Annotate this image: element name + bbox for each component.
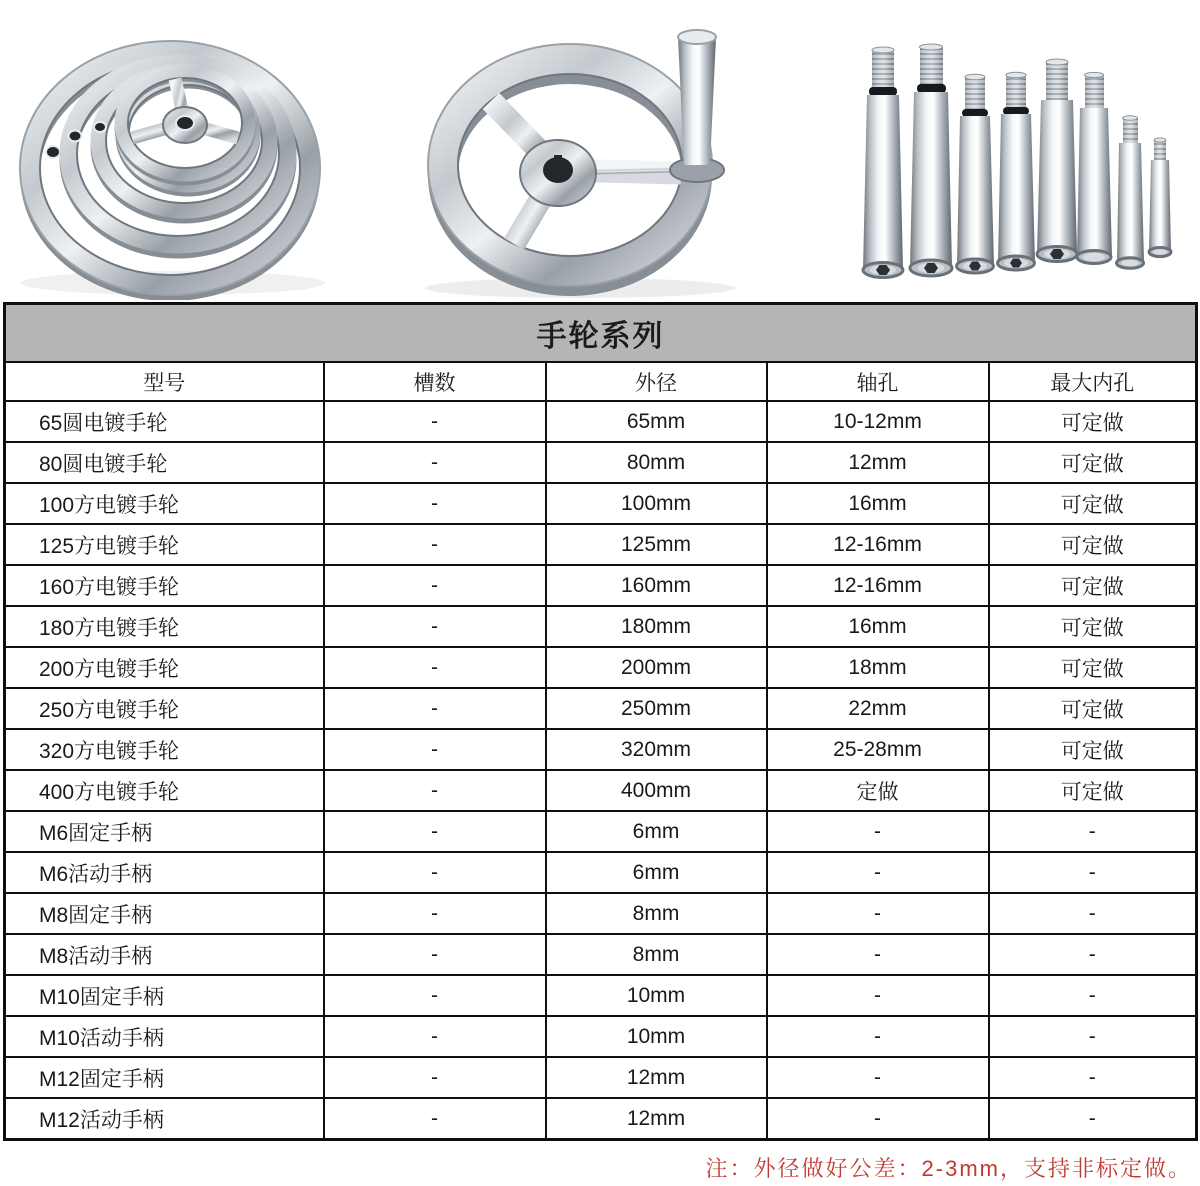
max-bore-cell: - (989, 893, 1197, 934)
max-bore-cell: 可定做 (989, 442, 1197, 483)
slots-cell: - (324, 770, 546, 811)
slots-cell: - (324, 483, 546, 524)
table-row (5, 688, 1197, 729)
max-bore-cell: 可定做 (989, 770, 1197, 811)
slots-cell: - (324, 1016, 546, 1057)
col-header-outer-diameter: 外径 (546, 362, 767, 401)
handle-7 (1117, 116, 1145, 268)
shaft-hole-cell: - (767, 975, 989, 1016)
model-cell: 180方电镀手轮 (5, 606, 324, 647)
shaft-hole-cell: - (767, 893, 989, 934)
outer-diameter-cell: 160mm (546, 565, 767, 606)
handle-4 (998, 72, 1036, 270)
outer-diameter-cell: 10mm (546, 975, 767, 1016)
table-row (5, 442, 1197, 483)
max-bore-cell: - (989, 811, 1197, 852)
model-cell: M12活动手柄 (5, 1098, 324, 1140)
outer-diameter-cell: 6mm (546, 811, 767, 852)
model-cell: 80圆电镀手轮 (5, 442, 324, 483)
max-bore-cell: - (989, 934, 1197, 975)
product-photos (0, 0, 1200, 300)
table-row (5, 852, 1197, 893)
model-cell: 200方电镀手轮 (5, 647, 324, 688)
handle-2 (910, 44, 952, 276)
model-cell: M6固定手柄 (5, 811, 324, 852)
outer-diameter-cell: 10mm (546, 1016, 767, 1057)
model-cell: M10活动手柄 (5, 1016, 324, 1057)
col-header-slots: 槽数 (324, 362, 546, 401)
table-row (5, 606, 1197, 647)
table-row (5, 811, 1197, 852)
max-bore-cell: 可定做 (989, 565, 1197, 606)
model-cell: 400方电镀手轮 (5, 770, 324, 811)
table-row (5, 729, 1197, 770)
handwheel-with-handle-photo (415, 5, 795, 300)
handle-1 (863, 47, 903, 278)
shaft-hole-cell: - (767, 1057, 989, 1098)
table-row (5, 770, 1197, 811)
slots-cell: - (324, 524, 546, 565)
shaft-hole-cell: - (767, 1098, 989, 1140)
table-row (5, 401, 1197, 442)
model-cell: 160方电镀手轮 (5, 565, 324, 606)
model-cell: 320方电镀手轮 (5, 729, 324, 770)
table-row (5, 1057, 1197, 1098)
table-row (5, 647, 1197, 688)
shaft-hole-cell: 12mm (767, 442, 989, 483)
outer-diameter-cell: 200mm (546, 647, 767, 688)
slots-cell: - (324, 1098, 546, 1140)
outer-diameter-cell: 180mm (546, 606, 767, 647)
shaft-hole-cell: 12-16mm (767, 565, 989, 606)
slots-cell: - (324, 606, 546, 647)
max-bore-cell: 可定做 (989, 524, 1197, 565)
shaft-hole-cell: - (767, 934, 989, 975)
nested-handwheels-photo (8, 15, 343, 300)
max-bore-cell: 可定做 (989, 729, 1197, 770)
outer-diameter-cell: 100mm (546, 483, 767, 524)
outer-diameter-cell: 65mm (546, 401, 767, 442)
col-header-model: 型号 (5, 362, 324, 401)
shaft-hole-cell: - (767, 811, 989, 852)
max-bore-cell: 可定做 (989, 606, 1197, 647)
model-cell: M10固定手柄 (5, 975, 324, 1016)
table-body (5, 401, 1197, 1140)
max-bore-cell: 可定做 (989, 483, 1197, 524)
model-cell: 100方电镀手轮 (5, 483, 324, 524)
shaft-hole-cell: - (767, 852, 989, 893)
shaft-hole-cell: 12-16mm (767, 524, 989, 565)
max-bore-cell: - (989, 1057, 1197, 1098)
table-row (5, 483, 1197, 524)
shaft-hole-cell: 16mm (767, 606, 989, 647)
max-bore-cell: - (989, 1016, 1197, 1057)
slots-cell: - (324, 442, 546, 483)
outer-diameter-cell: 400mm (546, 770, 767, 811)
outer-diameter-cell: 6mm (546, 852, 767, 893)
model-cell: 250方电镀手轮 (5, 688, 324, 729)
model-cell: M8固定手柄 (5, 893, 324, 934)
outer-diameter-cell: 320mm (546, 729, 767, 770)
slots-cell: - (324, 401, 546, 442)
max-bore-cell: - (989, 1098, 1197, 1140)
shaft-hole-cell: 定做 (767, 770, 989, 811)
model-cell: M8活动手柄 (5, 934, 324, 975)
handle-3 (957, 74, 995, 273)
slots-cell: - (324, 893, 546, 934)
shaft-hole-cell: 16mm (767, 483, 989, 524)
slots-cell: - (324, 565, 546, 606)
slots-cell: - (324, 811, 546, 852)
handle-6 (1077, 72, 1112, 263)
table-title: 手轮系列 (5, 304, 1197, 363)
slots-cell: - (324, 729, 546, 770)
shaft-hole-cell: 22mm (767, 688, 989, 729)
model-cell: M6活动手柄 (5, 852, 324, 893)
handle-set-photo (845, 25, 1195, 290)
max-bore-cell: - (989, 852, 1197, 893)
slots-cell: - (324, 934, 546, 975)
model-cell: M12固定手柄 (5, 1057, 324, 1098)
shaft-hole-cell: 25-28mm (767, 729, 989, 770)
col-header-shaft-hole: 轴孔 (767, 362, 989, 401)
table-row (5, 1016, 1197, 1057)
model-cell: 65圆电镀手轮 (5, 401, 324, 442)
slots-cell: - (324, 647, 546, 688)
slots-cell: - (324, 975, 546, 1016)
max-bore-cell: 可定做 (989, 647, 1197, 688)
shaft-hole-cell: 18mm (767, 647, 989, 688)
footnote: 注：外径做好公差：2-3mm，支持非标定做。 (705, 1156, 1192, 1181)
slots-cell: - (324, 852, 546, 893)
model-cell: 125方电镀手轮 (5, 524, 324, 565)
table-row (5, 565, 1197, 606)
table-row (5, 975, 1197, 1016)
table-row (5, 934, 1197, 975)
table-row (5, 893, 1197, 934)
shaft-hole-cell: - (767, 1016, 989, 1057)
slots-cell: - (324, 1057, 546, 1098)
max-bore-cell: 可定做 (989, 401, 1197, 442)
outer-diameter-cell: 250mm (546, 688, 767, 729)
col-header-max-bore: 最大内孔 (989, 362, 1197, 401)
outer-diameter-cell: 125mm (546, 524, 767, 565)
shaft-hole-cell: 10-12mm (767, 401, 989, 442)
handle-8 (1149, 138, 1171, 257)
table-header-row (5, 362, 1197, 401)
handle-5 (1037, 59, 1077, 262)
outer-diameter-cell: 8mm (546, 934, 767, 975)
handwheel-hub (520, 140, 596, 206)
max-bore-cell: - (989, 975, 1197, 1016)
outer-diameter-cell: 12mm (546, 1098, 767, 1140)
table-row (5, 1098, 1197, 1140)
table-row (5, 524, 1197, 565)
spec-table (3, 302, 1198, 1141)
max-bore-cell: 可定做 (989, 688, 1197, 729)
outer-diameter-cell: 80mm (546, 442, 767, 483)
slots-cell: - (324, 688, 546, 729)
table-title-row (5, 304, 1197, 363)
outer-diameter-cell: 8mm (546, 893, 767, 934)
outer-diameter-cell: 12mm (546, 1057, 767, 1098)
